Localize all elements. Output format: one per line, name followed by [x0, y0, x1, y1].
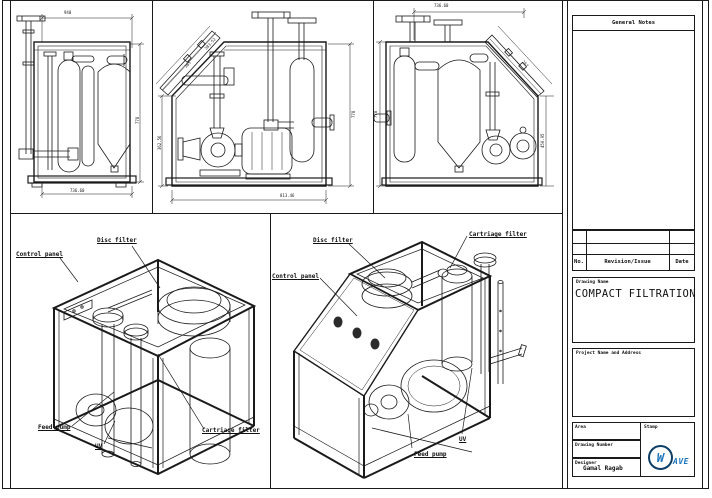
dim-rear-left: 778: [373, 110, 378, 118]
dim-rear-top: 736.60: [434, 3, 449, 8]
revision-col-issue: Revision/Issue: [604, 259, 651, 265]
iso-left-equipment: [64, 287, 230, 467]
drawing-name-label: Drawing Name: [576, 280, 609, 285]
project-label: Project Name and Address: [576, 351, 642, 356]
callout-uv-right: UV: [459, 436, 467, 443]
dim-side-right: 778: [135, 116, 140, 124]
dim-front-right: 778: [351, 110, 356, 118]
dim-side-top: 940: [64, 10, 72, 15]
horizontal-panel-divider: [10, 213, 563, 214]
title-strip-right-line: [702, 1, 703, 488]
drawing-number-label: Drawing Number: [575, 443, 613, 448]
callout-disc-filter-right: Disc filter: [313, 237, 353, 244]
rear-view-lines: [374, 8, 554, 188]
iso-left-frame: [54, 260, 254, 474]
general-notes-box: [572, 15, 695, 230]
callout-control-panel-left: Control panel: [16, 251, 63, 258]
callout-cartridge-filter-left: Cartriage filter: [202, 427, 260, 434]
wave-logo-icon: [648, 445, 673, 470]
side-view-lines: [17, 14, 144, 198]
title-strip-inner-line: [567, 1, 568, 488]
iso-right-control-panel: [294, 274, 418, 396]
dim-rear-right: 450.95: [540, 133, 545, 148]
drawing-name-value: COMPACT FILTRATION: [575, 288, 696, 300]
drawing-area-left-border: [10, 1, 11, 488]
rear-view-drawing: [374, 4, 560, 210]
drawing-name-box: [572, 277, 695, 343]
side-view-drawing: [12, 4, 150, 204]
dim-front-left: 362.56: [157, 135, 162, 150]
revision-row-line-2: [572, 254, 695, 255]
wave-logo-w: W: [656, 450, 665, 465]
title-strip-outer-line: [562, 1, 563, 488]
callout-control-panel-right: Control panel: [272, 273, 319, 280]
stamp-label: Stamp: [644, 425, 658, 430]
callout-feed-pump-left: Feed pump: [38, 424, 71, 431]
front-view-drawing: [154, 4, 372, 210]
top-panel-divider-1: [152, 1, 153, 213]
dim-side-bottom: 736.60: [70, 188, 85, 193]
iso-right-drawing: [272, 216, 560, 484]
callout-uv-left: UV: [95, 443, 103, 450]
revision-col-no: No.: [574, 259, 584, 265]
dim-front-slant-b: 265: [183, 60, 192, 69]
general-notes-title: General Notes: [611, 20, 656, 26]
project-box: [572, 348, 695, 417]
callout-cartridge-filter-right: Cartriage filter: [469, 231, 527, 238]
designer-label: Designer: [575, 461, 597, 466]
front-view-lines: [156, 12, 354, 204]
callout-feed-pump-right: Feed pump: [414, 451, 447, 458]
callout-disc-filter-left: Disc filter: [97, 237, 137, 244]
designer-name: Gamal Ragab: [583, 465, 623, 472]
revision-row-line-1: [572, 243, 695, 244]
dim-front-slant-a: 383.52: [203, 36, 217, 51]
wave-logo-ave: AVE: [673, 457, 689, 466]
dim-front-bottom: 813.46: [280, 193, 295, 198]
bottom-panel-divider: [270, 213, 271, 488]
dim-rear-slant: 262: [521, 59, 530, 69]
revision-col-date: Date: [675, 259, 689, 265]
area-label: Area: [575, 425, 586, 430]
